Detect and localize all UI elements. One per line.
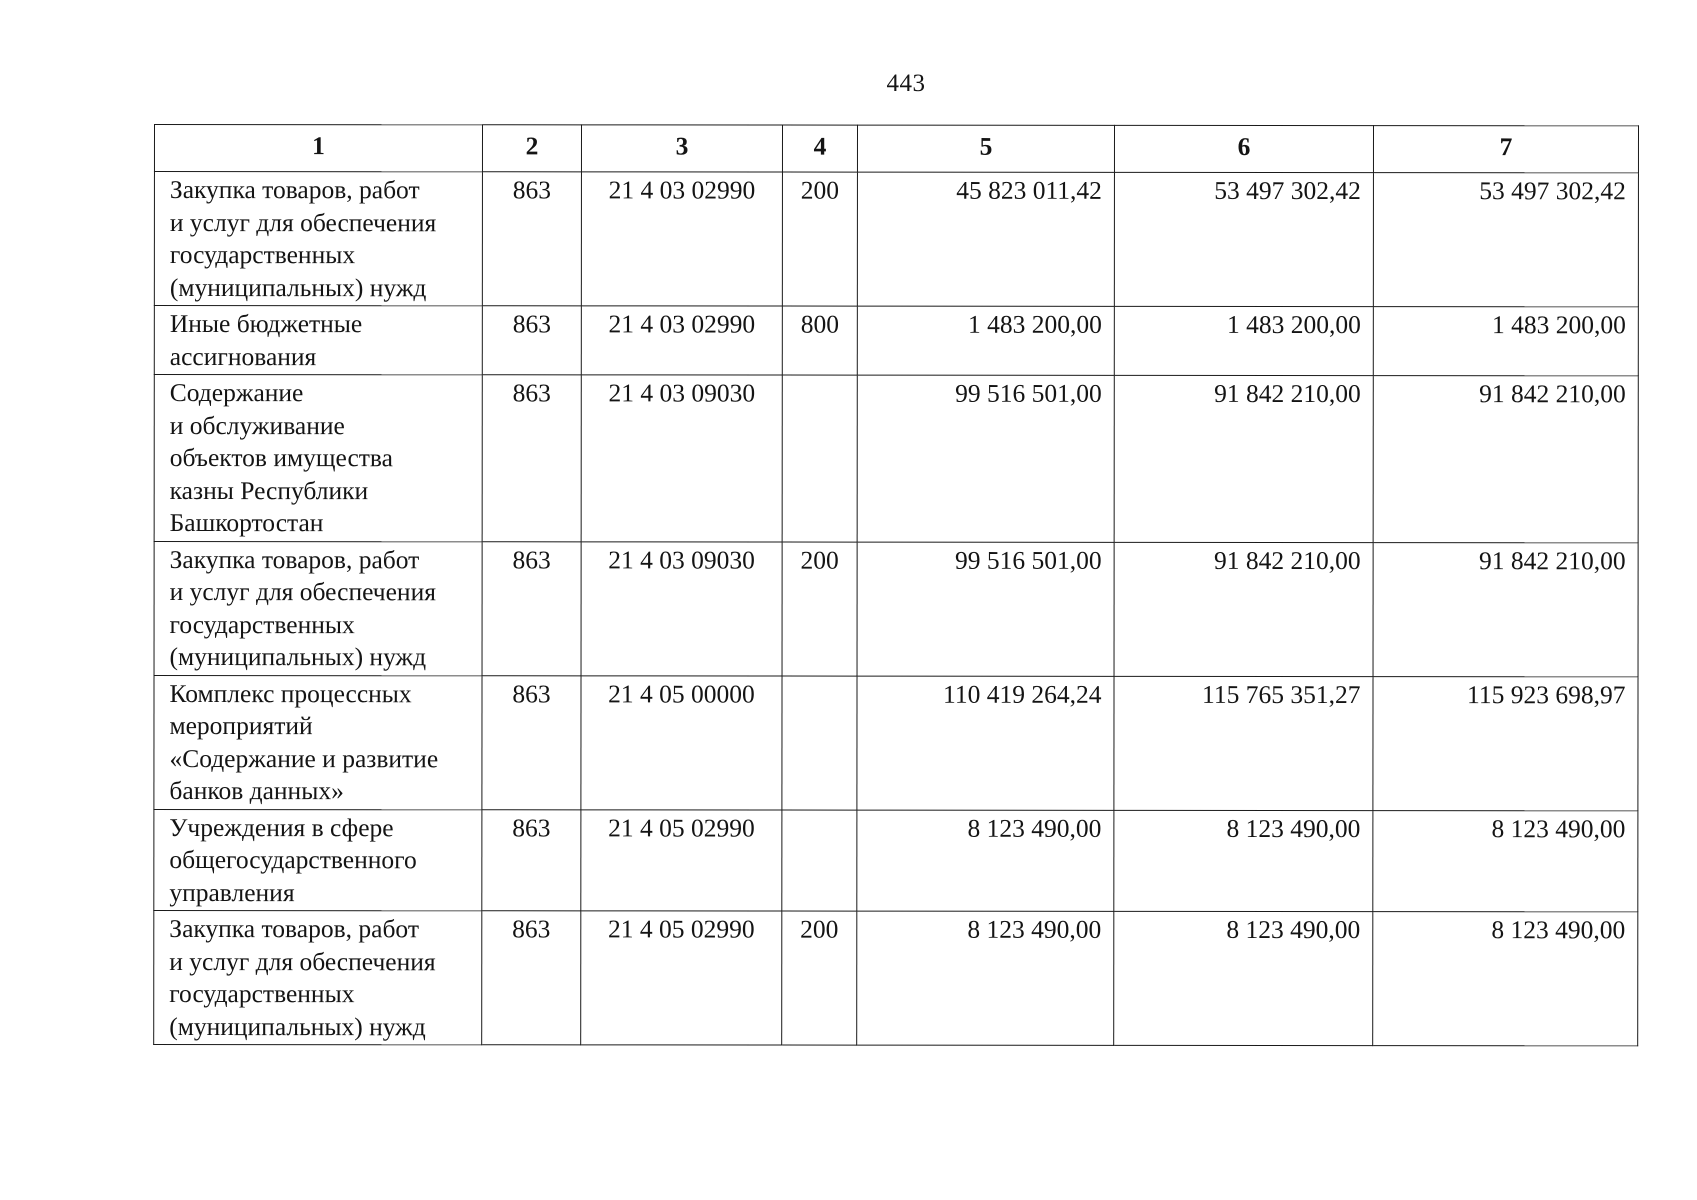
expense-type-code [782, 375, 857, 542]
expense-type-code: 800 [782, 306, 857, 375]
target-article-code: 21 4 03 09030 [581, 541, 782, 675]
expense-type-code: 200 [782, 911, 857, 1045]
target-article-code: 21 4 03 09030 [581, 375, 782, 542]
amount-col-7: 8 123 490,00 [1373, 912, 1638, 1046]
table-row [154, 675, 1638, 810]
table-row [154, 172, 1638, 307]
table-row [154, 306, 1638, 376]
amount-col-6: 8 123 490,00 [1114, 911, 1373, 1045]
ministry-code: 863 [482, 911, 581, 1045]
expense-type-code: 200 [782, 172, 857, 306]
item-name: Закупка товаров, работ и услуг для обеспечения государственных (муниципальных) нужд [154, 541, 482, 675]
column-header-5: 5 [857, 125, 1114, 172]
amount-col-7: 91 842 210,00 [1373, 542, 1638, 676]
expense-type-code: 200 [782, 542, 857, 676]
target-article-code: 21 4 03 02990 [581, 172, 782, 306]
expense-type-code [782, 676, 857, 810]
ministry-code: 863 [482, 375, 581, 542]
amount-col-5: 1 483 200,00 [857, 306, 1114, 375]
amount-col-5: 8 123 490,00 [857, 911, 1114, 1045]
amount-col-6: 8 123 490,00 [1114, 810, 1373, 912]
table-row [154, 375, 1638, 543]
column-header-6: 6 [1114, 125, 1373, 172]
column-header-2: 2 [482, 125, 581, 172]
target-article-code: 21 4 05 02990 [581, 911, 782, 1045]
item-name: Закупка товаров, работ и услуг для обеспечения государственных (муниципальных) нужд [154, 172, 482, 306]
amount-col-5: 99 516 501,00 [857, 375, 1114, 542]
ministry-code: 863 [482, 809, 581, 911]
header-row [154, 125, 1638, 173]
table-body [154, 172, 1639, 1046]
table-row [154, 541, 1638, 676]
expense-type-code [782, 810, 857, 912]
amount-col-7: 53 497 302,42 [1373, 173, 1638, 307]
budget-table [153, 124, 1639, 1046]
column-header-1: 1 [154, 125, 482, 172]
page-number: 443 [886, 70, 926, 97]
ministry-code: 863 [482, 306, 581, 375]
amount-col-7: 91 842 210,00 [1373, 376, 1638, 543]
amount-col-6: 53 497 302,42 [1114, 172, 1373, 306]
target-article-code: 21 4 05 00000 [581, 675, 782, 809]
table-header [154, 125, 1638, 173]
item-name: Учреждения в сфере общегосударственного управления [154, 809, 482, 911]
amount-col-7: 8 123 490,00 [1373, 810, 1638, 912]
amount-col-6: 91 842 210,00 [1114, 542, 1373, 676]
item-name: Содержание и обслуживание объектов имущества казны Республики Башкортостан [154, 375, 482, 542]
amount-col-5: 99 516 501,00 [857, 542, 1114, 676]
ministry-code: 863 [482, 172, 581, 306]
column-header-3: 3 [581, 125, 782, 172]
amount-col-5: 8 123 490,00 [857, 810, 1114, 912]
table-row [154, 911, 1638, 1046]
item-name: Закупка товаров, работ и услуг для обеспечения государственных (муниципальных) нужд [154, 911, 482, 1045]
amount-col-7: 1 483 200,00 [1373, 307, 1638, 376]
ministry-code: 863 [482, 541, 581, 675]
amount-col-5: 45 823 011,42 [857, 172, 1114, 306]
table-row [154, 809, 1638, 912]
target-article-code: 21 4 05 02990 [581, 809, 782, 911]
amount-col-6: 115 765 351,27 [1114, 676, 1373, 810]
item-name: Комплекс процессных мероприятий «Содержание и развитие банков данных» [154, 675, 482, 809]
amount-col-7: 115 923 698,97 [1373, 676, 1638, 810]
column-header-4: 4 [782, 125, 857, 172]
amount-col-6: 1 483 200,00 [1114, 306, 1373, 375]
ministry-code: 863 [482, 675, 581, 809]
column-header-7: 7 [1373, 126, 1638, 173]
item-name: Иные бюджетные ассигнования [154, 306, 482, 375]
amount-col-6: 91 842 210,00 [1114, 375, 1373, 542]
amount-col-5: 110 419 264,24 [857, 676, 1114, 810]
target-article-code: 21 4 03 02990 [581, 306, 782, 375]
